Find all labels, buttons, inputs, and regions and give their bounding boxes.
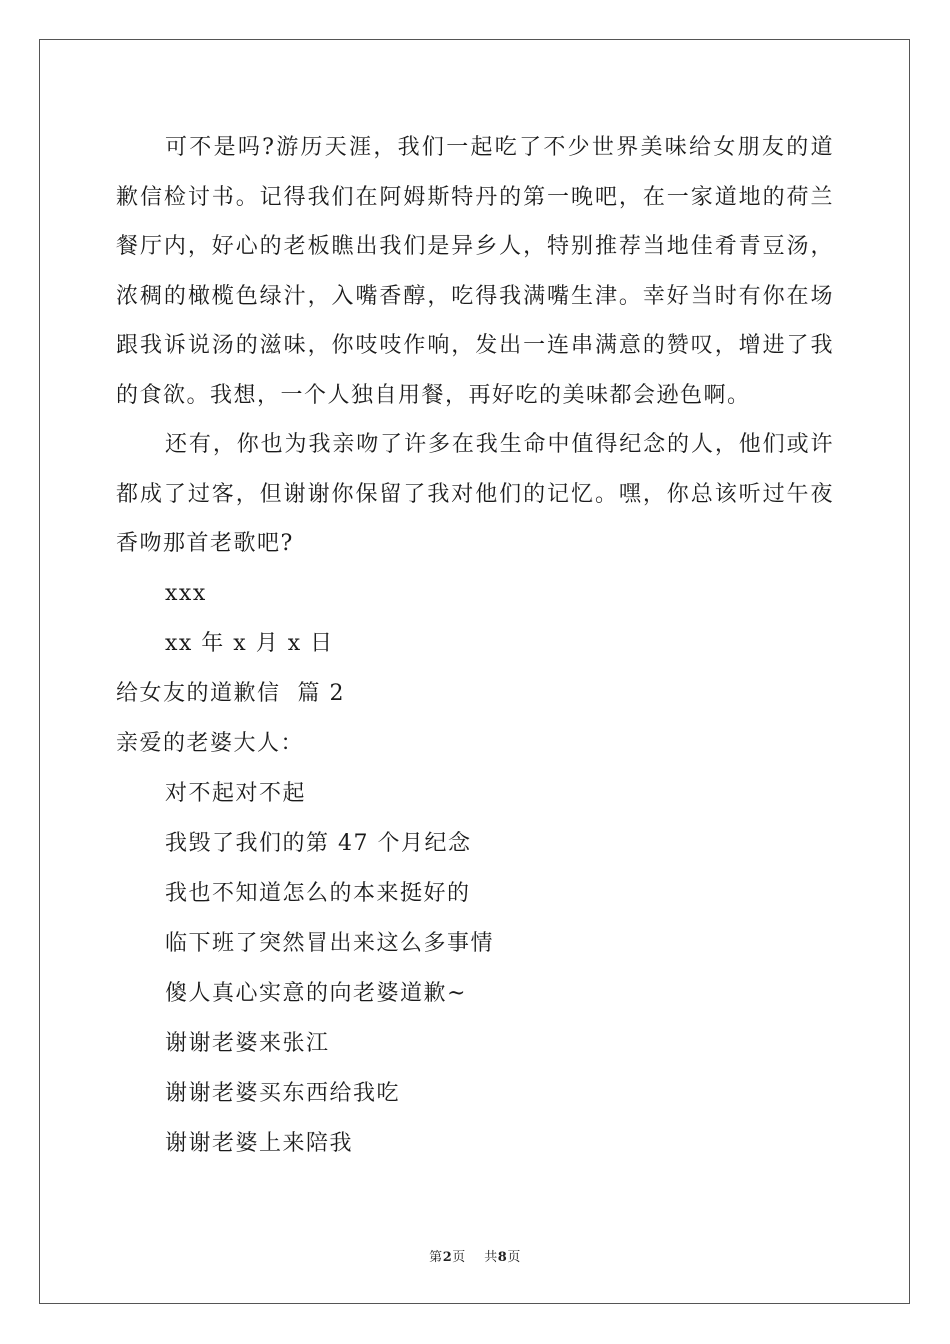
paragraph-2: 还有，你也为我亲吻了许多在我生命中值得纪念的人，他们或许都成了过客，但谢谢你保留了我对他们的记忆。嘿，你总该听过午夜香吻那首老歌吧?	[116, 432, 834, 556]
signature: xxx	[165, 580, 207, 606]
letter-line: 谢谢老婆上来陪我	[165, 1130, 354, 1156]
letter-line: 傻人真心实意的向老婆道歉~	[165, 980, 467, 1006]
letter-line: 谢谢老婆买东西给我吃	[165, 1080, 401, 1106]
date-line: xx 年 x 月 x 日	[165, 630, 334, 656]
letter-line: 我毁了我们的第 47 个月纪念	[165, 830, 472, 856]
current-page-number: 2	[442, 1250, 453, 1265]
letter-line: 临下班了突然冒出来这么多事情	[165, 930, 495, 956]
letter-line: 谢谢老婆来张江	[165, 1030, 330, 1056]
page-number-footer	[0, 1246, 950, 1265]
salutation: 亲爱的老婆大人：	[116, 730, 305, 756]
total-page-number: 8	[497, 1250, 508, 1265]
paragraph-1: 可不是吗?游历天涯，我们一起吃了不少世界美味给女朋友的道歉信检讨书。记得我们在阿姆斯特丹的第一晚吧，在一家道地的荷兰餐厅内，好心的老板瞧出我们是异乡人，特别推荐当地佳肴青豆汤，浓稠的橄榄色绿汁，入嘴香醇，吃得我满嘴生津。幸好当时有你在场跟我诉说汤的滋味，你吱吱作响，发出一连串满意的赞叹，增进了我的食欲。我想，一个人独自用餐，再好吃的美味都会逊色啊。	[116, 135, 834, 408]
letter-line: 对不起对不起	[165, 780, 307, 806]
document-body	[116, 123, 834, 1169]
section-title: 给女友的道歉信 篇 2	[116, 680, 345, 706]
letter-line: 我也不知道怎么的本来挺好的	[165, 880, 471, 906]
page-prefix: 第	[429, 1250, 443, 1265]
page-mid: 页 共	[452, 1250, 498, 1265]
page-suffix: 页	[507, 1250, 521, 1265]
